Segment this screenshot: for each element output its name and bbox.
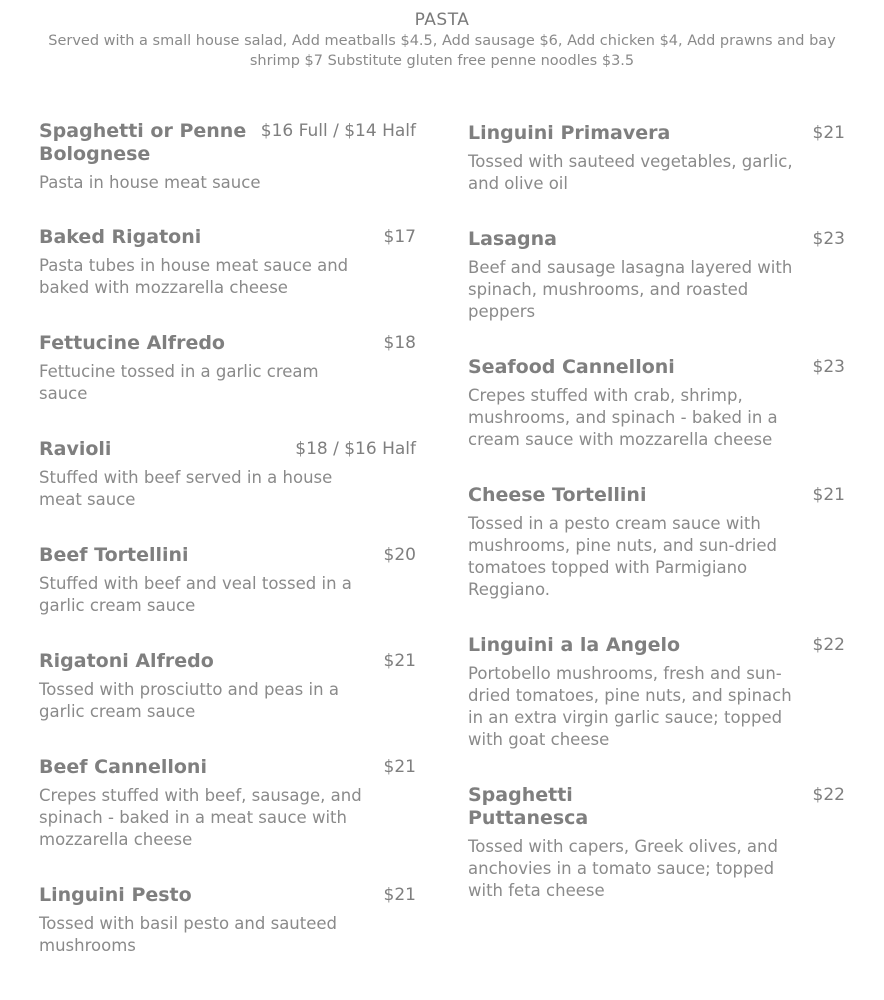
item-name: Lasagna <box>468 228 558 250</box>
item-name: Beef Cannelloni <box>39 756 207 778</box>
menu-item <box>468 356 845 451</box>
item-price: $21 <box>812 485 845 505</box>
menu-item <box>468 634 845 751</box>
item-price: $18 <box>383 333 416 353</box>
item-description: Tossed with capers, Greek olives, and anchovies in a tomato sauce; topped with feta cheese <box>468 837 778 900</box>
item-price: $21 <box>383 651 416 671</box>
item-description: Tossed with sauteed vegetables, garlic, and olive oil <box>468 152 793 193</box>
item-description: Tossed in a pesto cream sauce with mushrooms, pine nuts, and sun-dried tomatoes topped with Parmigiano Reggiano. <box>468 514 777 599</box>
item-name: Baked Rigatoni <box>39 226 202 248</box>
item-name: Ravioli <box>39 438 112 460</box>
item-name: Linguini a la Angelo <box>468 634 681 656</box>
item-name: Spaghetti Puttanesca <box>468 784 589 829</box>
menu-header <box>30 10 854 71</box>
item-price: $16 Full / $14 Half <box>260 121 416 141</box>
menu-item <box>39 226 416 299</box>
item-description: Crepes stuffed with beef, sausage, and spinach - baked in a meat sauce with mozzarella cheese <box>39 786 362 849</box>
menu-item <box>39 884 416 957</box>
item-price: $18 / $16 Half <box>295 439 416 459</box>
item-name: Spaghetti or Penne Bolognese <box>39 120 247 165</box>
menu-item <box>468 228 845 323</box>
item-price: $17 <box>383 227 416 247</box>
item-description: Pasta tubes in house meat sauce and baked with mozzarella cheese <box>39 256 349 297</box>
item-description: Tossed with basil pesto and sauteed mushrooms <box>39 914 338 955</box>
item-name: Linguini Pesto <box>39 884 192 906</box>
menu-item <box>39 332 416 405</box>
menu-item <box>39 650 416 723</box>
item-name: Fettucine Alfredo <box>39 332 225 354</box>
item-name: Beef Tortellini <box>39 544 189 566</box>
menu-item <box>39 544 416 617</box>
section-title: PASTA <box>414 10 470 30</box>
item-name: Seafood Cannelloni <box>468 356 675 378</box>
menu-item <box>468 122 845 195</box>
menu-item <box>39 120 416 194</box>
item-description: Pasta in house meat sauce <box>39 173 261 192</box>
item-price: $23 <box>812 229 845 249</box>
item-name: Cheese Tortellini <box>468 484 647 506</box>
item-price: $21 <box>812 123 845 143</box>
item-name: Linguini Primavera <box>468 122 671 144</box>
item-description: Stuffed with beef served in a house meat sauce <box>39 468 333 509</box>
item-price: $23 <box>812 357 845 377</box>
item-description: Beef and sausage lasagna layered with spinach, mushrooms, and roasted peppers <box>468 258 793 321</box>
item-price: $22 <box>812 785 845 805</box>
item-name: Rigatoni Alfredo <box>39 650 214 672</box>
menu-item <box>39 438 416 511</box>
menu-item <box>468 484 845 601</box>
menu-item <box>468 784 845 902</box>
item-price: $21 <box>383 885 416 905</box>
item-description: Tossed with prosciutto and peas in a garlic cream sauce <box>39 680 339 721</box>
item-price: $20 <box>383 545 416 565</box>
item-description: Stuffed with beef and veal tossed in a garlic cream sauce <box>39 574 352 615</box>
item-price: $22 <box>812 635 845 655</box>
item-description: Fettucine tossed in a garlic cream sauce <box>39 362 319 403</box>
item-description: Portobello mushrooms, fresh and sun-dried tomatoes, pine nuts, and spinach in an extra virgin garlic sauce; topped with goat cheese <box>468 664 792 749</box>
item-description: Crepes stuffed with crab, shrimp, mushrooms, and spinach - baked in a cream sauce with mozzarella cheese <box>468 386 778 449</box>
section-subtitle: Served with a small house salad, Add meatballs $4.5, Add sausage $6, Add chicken $4, Add prawns and bay shrimp $7 Substitute gluten free penne noodles $3.5 <box>48 33 836 69</box>
menu-item <box>39 756 416 851</box>
item-price: $21 <box>383 757 416 777</box>
